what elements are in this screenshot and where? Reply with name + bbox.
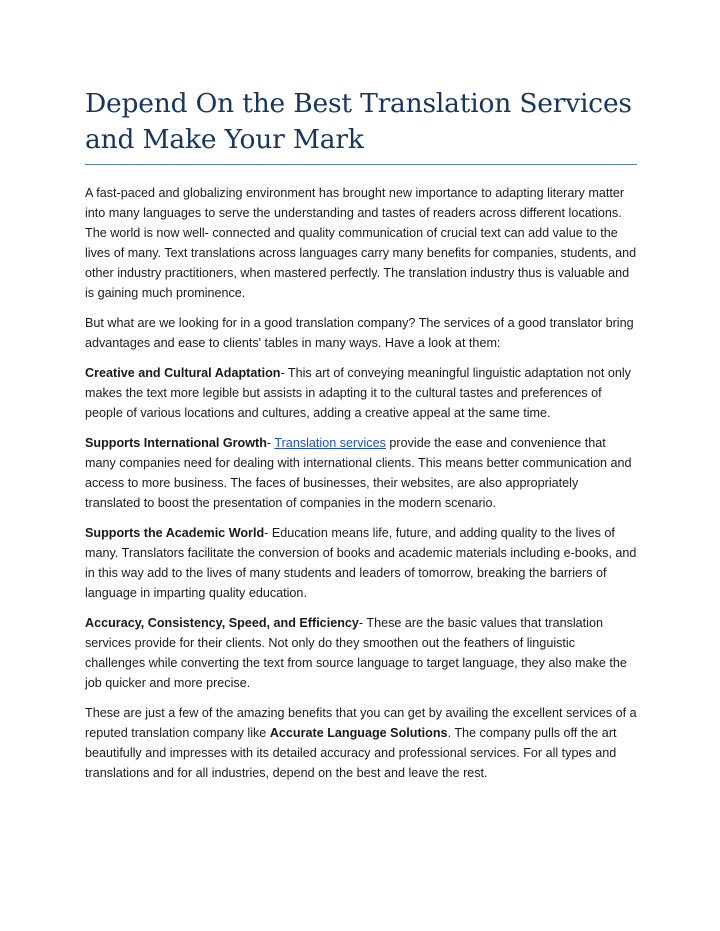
question-paragraph: But what are we looking for in a good translation company? The services of a good translator bring advantages and ease to clients' tables in many ways. Have a look at them: <box>85 316 634 350</box>
closing-paragraph <box>85 703 637 783</box>
translation-services-link[interactable]: Translation services <box>274 436 386 450</box>
company-name: Accurate Language Solutions <box>269 726 448 740</box>
page-title <box>85 86 637 164</box>
section-academic-world <box>85 523 637 603</box>
section-heading: Supports the Academic World <box>85 526 265 540</box>
section-creative-adaptation <box>85 363 637 423</box>
title-divider <box>85 164 637 165</box>
title-line-1: Depend On the Best Translation Services <box>85 88 632 119</box>
closing-text-after: . The company pulls off the art beautifully and impresses with its detailed accuracy and professional services. For all types and translations and for all industries, depend on the best and leave the rest. <box>85 726 617 780</box>
closing-text-before: These are just a few of the amazing benefits that you can get by availing the excellent services of a reputed translation company like <box>85 706 637 740</box>
title-line-2: and Make Your Mark <box>85 124 364 155</box>
section-heading: Creative and Cultural Adaptation <box>85 366 281 380</box>
section-text: provide the ease and convenience that many companies need for dealing with international clients. This means better communication and access to more business. The faces of businesses, their websites, are also appropriately translated to boost the presentation of companies in the modern scenario. <box>85 436 632 510</box>
section-text: - Education means life, future, and adding quality to the lives of many. Translators facilitate the conversion of books and academic materials including e-books, and in this way add to the lives of many students and leaders of tomorrow, breaking the barriers of language in imparting quality education. <box>85 526 637 600</box>
section-dash: - <box>266 436 275 450</box>
document-body <box>85 183 637 783</box>
section-international-growth <box>85 433 637 513</box>
section-accuracy-efficiency <box>85 613 637 693</box>
document-page <box>85 86 637 793</box>
section-text: - This art of conveying meaningful linguistic adaptation not only makes the text more legible but assists in adapting it to the cultural tastes and preferences of people of various locations and cultures, adding a creative appeal at the same time. <box>85 366 631 420</box>
section-heading: Supports International Growth <box>85 436 267 450</box>
section-text: - These are the basic values that translation services provide for their clients. Not only do they smoothen out the feathers of linguistic challenges while converting the text from source language to target language, they also make the job quicker and more precise. <box>85 616 627 690</box>
intro-paragraph: A fast-paced and globalizing environment has brought new importance to adapting literary matter into many languages to serve the understanding and tastes of readers across different locations. The world is now well- connected and quality communication of crucial text can add value to the lives of many. Text translations across languages carry many benefits for companies, students, and other industry practitioners, when mastered perfectly. The translation industry thus is valuable and is gaining much prominence. <box>85 186 637 300</box>
section-heading: Accuracy, Consistency, Speed, and Efficiency <box>85 616 359 630</box>
